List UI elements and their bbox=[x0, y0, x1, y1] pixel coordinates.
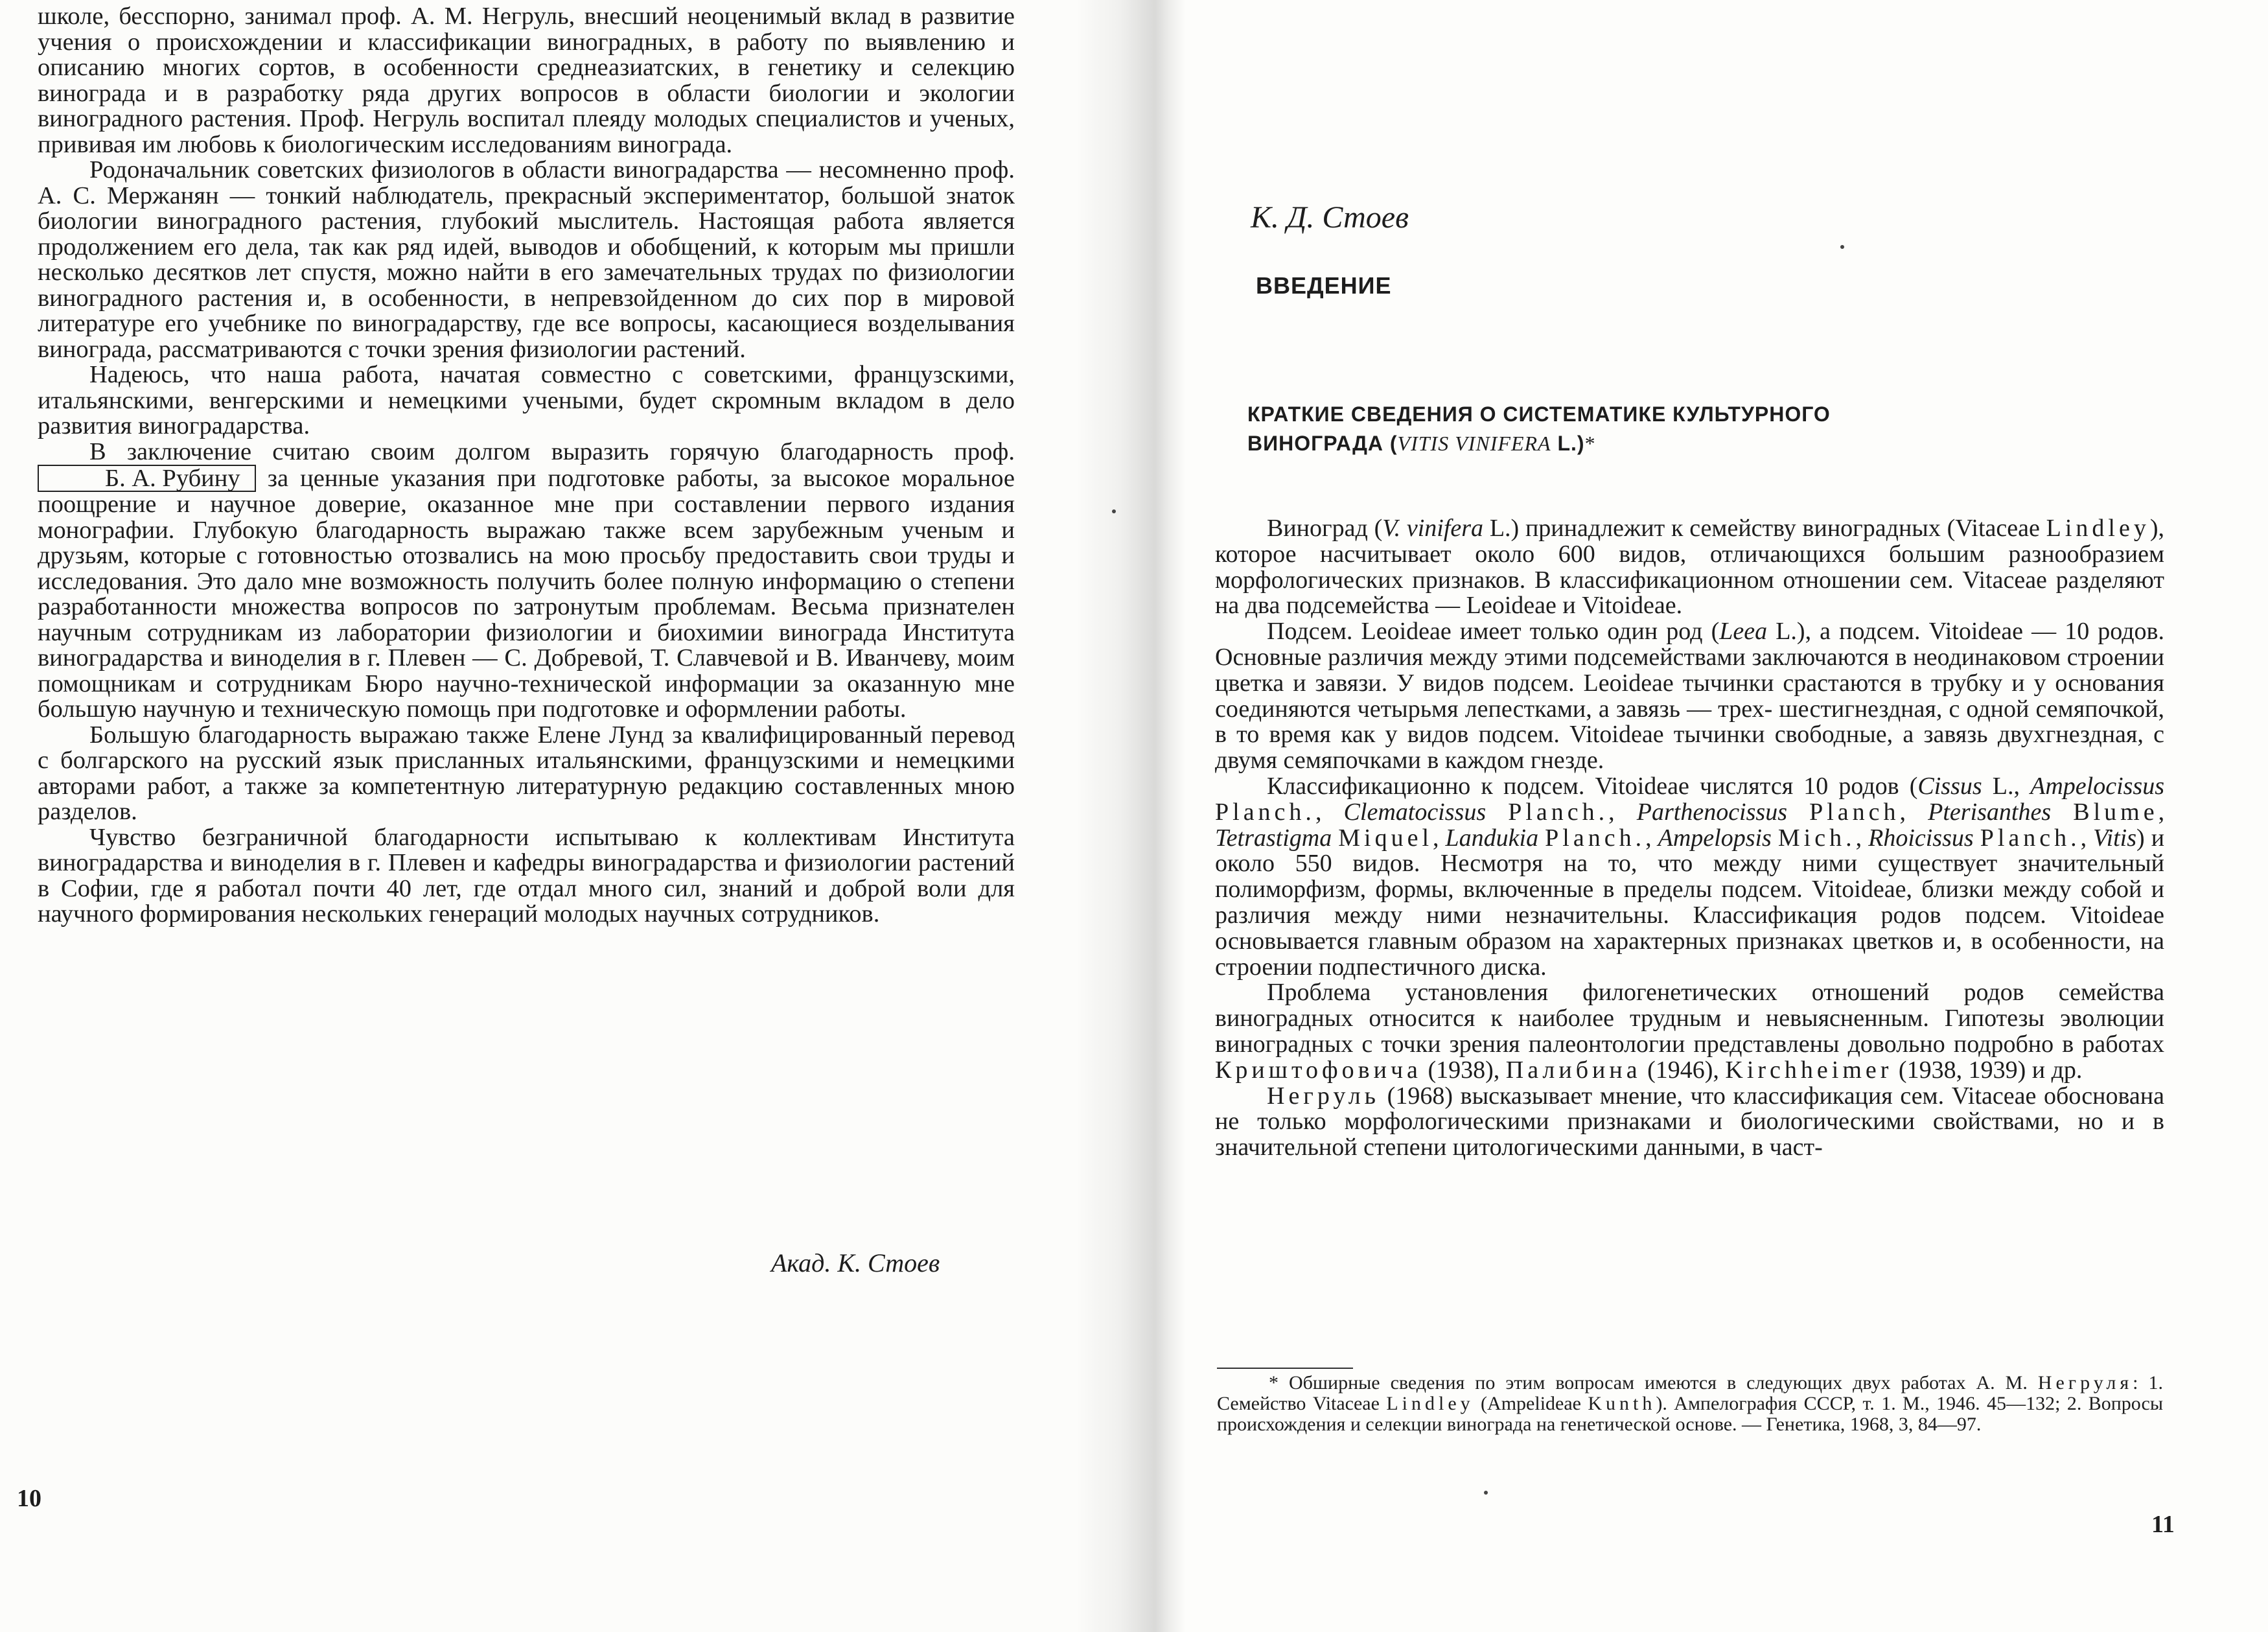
latin-species: V. vinifera bbox=[1382, 515, 1484, 542]
author-name: Blume bbox=[2073, 798, 2158, 826]
author-name: Криштофовича bbox=[1215, 1056, 1422, 1084]
text-run: Подсем. Leoideae имеет только один род ( bbox=[1267, 618, 1720, 646]
text-run: ). Ампелография СССР, т. 1. М., 1946. 45—132; 2. Вопросы происхождения и селекции винограда на генетической основе. — Генетика, 1968, 3, 84—97. bbox=[1217, 1393, 2163, 1435]
page-number-left: 10 bbox=[17, 1485, 41, 1512]
text-run: * Обширные сведения по этим вопросам имеются в следующих двух работах А. М. bbox=[1269, 1372, 2038, 1393]
section-heading-end: L.) bbox=[1551, 432, 1585, 455]
latin-genus: Vitis bbox=[2093, 824, 2137, 852]
text-run: Проблема установления филогенетических отношений родов семейства виноградных относится к наиболее трудным и невыясненным. Гипотезы эволюции виноградных с точки зрения палеонтологии представлены довольно подробно в работах bbox=[1215, 979, 2164, 1058]
author-name: Негруля bbox=[2037, 1372, 2133, 1393]
author-name: Kirchheimer bbox=[1725, 1056, 1893, 1084]
footnote-mark: * bbox=[1584, 432, 1596, 455]
text-run: L.) принадлежит к семейству виноградных (Vitaceae bbox=[1483, 515, 2046, 542]
paragraph-negrul bbox=[1215, 1084, 2164, 1161]
paragraph-merzhanyan: Родоначальник советских физиологов в области виноградарства — несомненно проф. А. С. Мержанян — тонкий наблюдатель, прекрасный экспериментатор, большой знаток биологии виноградного растения, глубокий мыслитель. Настоящая работа является продолжением его дела, так как ряд идей, выводов и обобщений, к которым мы пришли несколько десятков лет спустя, можно найти в его замечательных трудах по физиологии виноградного растения и, в особенности, в непревзойденном до сих пор в мировой литературе его учебнике по виноградарству, где все вопросы, касающиеся возделывания винограда, рассматриваются с точки зрения физиологии растений. bbox=[38, 156, 1015, 363]
paragraph-vitis bbox=[1215, 516, 2164, 619]
text-run: Виноград ( bbox=[1267, 515, 1383, 542]
text-run: ), которое насчитывает около 600 видов, отличающихся большим разнообразием морфологических признаков. В классификационном отношении сем. Vitaceae разделяют на два подсемейства — Leoideae и Vitoideae. bbox=[1215, 515, 2165, 620]
page-number-right: 11 bbox=[2151, 1511, 2175, 1538]
text-run: ) и около 550 видов. Несмотря на то, что между ними существует значительный полиморфизм, формы, включенные в пределы подсем. Vitoideae, близки между собой и различия между ними незначительны. Классификация родов подсем. Vitoideae основывается главным образом на характерных признаках цветков и, в особенности, на строении подпестичного диска. bbox=[1215, 824, 2165, 981]
section-heading-latin: VITIS VINIFERA bbox=[1397, 432, 1551, 455]
latin-genus: Ampelocissus bbox=[2030, 772, 2165, 800]
paragraph-phylogeny bbox=[1215, 980, 2164, 1083]
author-name: Mich. bbox=[1777, 824, 1856, 852]
paragraph-subfamilies bbox=[1215, 619, 2164, 774]
text-run: (Ampelideae bbox=[1474, 1393, 1588, 1414]
speck bbox=[1484, 1491, 1488, 1495]
author-name: Lindley bbox=[2046, 515, 2150, 542]
author-name: Planch bbox=[1809, 798, 1900, 826]
paragraph-translation: Большую благодарность выражаю также Елене Лунд за квалифицированный перевод с болгарского на русский язык присланных итальянскими, французскими и немецкими авторами работ, а также за компетентную литературную редакцию составленных мною разделов. bbox=[38, 721, 1015, 825]
thanks-before: В заключение считаю своим долгом выразить горячую благодарность проф. bbox=[89, 437, 1015, 465]
section-heading-text: ВИНОГРАДА ( bbox=[1247, 432, 1398, 455]
latin-genus: Landukia bbox=[1445, 824, 1539, 852]
text-run: (1938, 1939) и др. bbox=[1892, 1056, 2083, 1084]
text-run: : 1. Семейство Vitaceae bbox=[1217, 1372, 2163, 1414]
latin-genus: Ampelopsis bbox=[1658, 824, 1772, 852]
speck bbox=[1112, 509, 1116, 513]
thanks-after: за ценные указания при подготовке работы, за высокое моральное поощрение и научное доверие, оказанное мне при составлении первого издания монографии. Глубокую благодарность выражаю также всем зарубежным ученым и друзьям, которые с готовностью отозвались на мою просьбу предоставить свои труды и исследования. Это дало мне возможность получить более полную информацию о степени разработанности множества вопросов по затронутым проблемам. Весьма признателен научным сотрудникам из лаборатории физиологии и биохимии винограда Института виноградарства и виноделия в г. Плевен — С. Добревой, Т. Славчевой и В. Иванчеву, моим помощникам и сотрудникам Бюро научно-технической информации за оказанную мне большую научную и техническую помощь при подготовке и оформлении работы. bbox=[38, 465, 1015, 723]
left-page bbox=[0, 0, 1102, 1632]
latin-genus: Pterisanthes bbox=[1928, 798, 2052, 826]
footnote bbox=[1217, 1373, 2163, 1435]
section-heading bbox=[1247, 400, 2090, 458]
section-heading-line-1: КРАТКИЕ СВЕДЕНИЯ О СИСТЕМАТИКЕ КУЛЬТУРНОГО bbox=[1247, 402, 1831, 426]
latin-genus: Cissus bbox=[1917, 772, 1982, 800]
boxed-name: Б. А. Рубину bbox=[38, 465, 256, 492]
paragraph-continued: школе, бесспорно, занимал проф. А. М. Негруль, внесший неоценимый вклад в развитие учения о происхождении и классификации виноградных, в работу по выявлению и описанию многих сортов, в особенности среднеазиатских, в генетику и селекцию винограда и в разработку ряда других вопросов в области биологии и экологии виноградного растения. Проф. Негруль воспитал плеяду молодых специалистов и ученых, прививая им любовь к биологическим исследованиям винограда. bbox=[38, 3, 1015, 158]
text-run: (1938), bbox=[1421, 1056, 1506, 1084]
paragraph-thanks bbox=[38, 439, 1015, 723]
latin-genus: Clematocissus bbox=[1343, 798, 1487, 826]
text-run: (1946), bbox=[1641, 1056, 1726, 1084]
signature: Акад. К. Стоев bbox=[771, 1248, 940, 1277]
paragraph-genera: Классификационно к подсем. Vitoideae числятся 10 родов (Cissus L., Ampelocissus Planch., Clematocissus Planch., Parthenocissus Planch, Pterisanthes Blume, Tetrastigma Miquel, Landukia Planch., Ampelopsis Mich., Rhoicissus Planch., Vitis) и около 550 видов. Несмотря на то, что между ними существует значительный полиморфизм, формы, включенные в пределы подсем. Vitoideae, близки между собой и различия между ними незначительны. Классификация родов подсем. Vitoideae основывается главным образом на характерных признаках цветков и, в особенности, на строении подпестичного диска. bbox=[1215, 772, 2165, 981]
author-name: Палибина bbox=[1505, 1056, 1641, 1084]
right-page-text bbox=[1215, 516, 2164, 1161]
paragraph-hope: Надеюсь, что наша работа, начатая совместно с советскими, французскими, итальянскими, венгерскими и немецкими учеными, будет скромным вкладом в дело развития виноградарства. bbox=[38, 361, 1015, 439]
author-name: Kunth bbox=[1588, 1393, 1656, 1414]
text-run: L., bbox=[1982, 772, 2031, 800]
speck bbox=[1840, 245, 1844, 249]
latin-genus: Rhoicissus bbox=[1868, 824, 1974, 852]
author-name: Негруль bbox=[1267, 1082, 1380, 1110]
introduction-heading: ВВЕДЕНИЕ bbox=[1256, 272, 1392, 299]
author-name: Lindley bbox=[1386, 1393, 1474, 1414]
section-heading-line-2 bbox=[1247, 429, 2090, 458]
author-name: Planch. bbox=[1980, 824, 2081, 852]
text-run: , bbox=[1315, 798, 1344, 826]
latin-genus: Leea bbox=[1719, 618, 1768, 646]
chapter-author: К. Д. Стоев bbox=[1251, 200, 1409, 235]
text-run: L.), а подсем. Vitoideae — 10 родов. Основные различия между этими подсемействами заключаются в неодинаковом строении цветка и завязи. У видов подсем. Leoideae тычинки срастаются в трубку и у основания соединяются четырьмя лепестками, а завязь — трех- шестигнездная, с одной семяпочкой, в то время как у видов подсем. Vitoideae тычинки свободные, а завязь двухгнездная, с двумя семяпочками в каждом гнезде. bbox=[1215, 618, 2164, 775]
footnote-divider bbox=[1217, 1368, 1353, 1369]
latin-genus: Tetrastigma bbox=[1215, 824, 1332, 852]
author-name: Planch. bbox=[1215, 798, 1315, 826]
text-run: (1968) высказывает мнение, что классификация сем. Vitaceae обоснована не только морфологическими признаками и биологическими свойствами, но и в значительной степени цитологическими данными, в част- bbox=[1215, 1082, 2164, 1161]
author-name: Planch. bbox=[1508, 798, 1609, 826]
paragraph-gratitude: Чувство безграничной благодарности испытываю к коллективам Института виноградарства и виноделия в г. Плевен и кафедры виноградарства и физиологии растений в Софии, где я работал почти 40 лет, где отдал много сил, знаний и доброй воли для научного формирования нескольких генераций молодых научных сотрудников. bbox=[38, 823, 1015, 927]
author-name: Miquel bbox=[1338, 824, 1433, 852]
latin-genus: Parthenocissus bbox=[1636, 798, 1787, 826]
left-page-text bbox=[38, 4, 1015, 927]
right-page bbox=[1102, 0, 2268, 1632]
author-name: Planch. bbox=[1545, 824, 1646, 852]
text-run: Классификационно к подсем. Vitoideae числятся 10 родов ( bbox=[1267, 772, 1918, 800]
